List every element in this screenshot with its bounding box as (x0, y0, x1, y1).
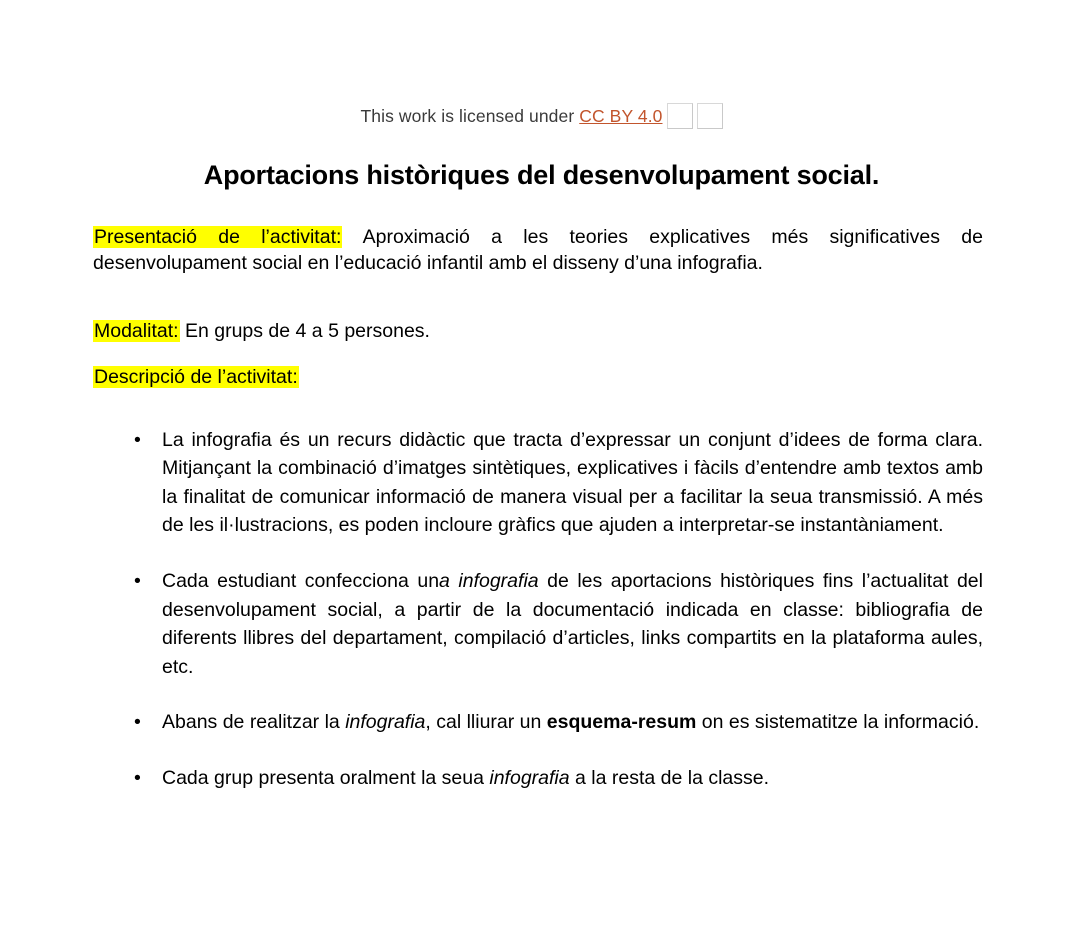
modalitat-text: En grups de 4 a 5 persones. (179, 319, 430, 342)
list-item-text: Cada estudiant confecciona un (162, 569, 440, 592)
presentacio-text: Aproximació a les teories explicatives més significatives de desenvolupament social en l’educació infantil amb el disseny d’una infografia. (93, 226, 983, 274)
list-item-text: a la resta de la classe. (569, 766, 770, 789)
bullet-point-icon: • (134, 711, 141, 734)
license-badge-group (667, 103, 723, 129)
modalitat-label: Modalitat: (94, 319, 179, 342)
cc-logo-badge (667, 103, 693, 129)
section-presentacio (93, 225, 983, 277)
bullet-point-icon: • (134, 569, 141, 592)
descripcio-label: Descripció de l’activitat: (94, 365, 298, 388)
strong-text: esquema-resum (546, 711, 697, 734)
list-item-text: on es sistematitze la informació. (696, 711, 980, 734)
spacer-descripcio (93, 345, 983, 365)
page-title: Aportacions històriques del desenvolupament social. (203, 160, 880, 191)
bullet-point-icon: • (134, 766, 141, 789)
bullet-point-icon: • (134, 428, 141, 451)
list-item-text: Abans de realitzar la (162, 711, 346, 734)
list-item (93, 764, 983, 793)
section-modalitat (93, 319, 983, 345)
license-statement (361, 108, 663, 126)
document-body (93, 225, 983, 792)
list-item-text: La infografia és un recurs didàctic que tracta d’expressar un conjunt d’idees de forma clara. Mitjançant la combinació d’imatges sintètiques, explicatives i fàcils d’entendre amb textos amb la finalitat de comunicar informació de manera visual per a facilitar la seua transmissió. A més de les il·lustracions, es poden incloure gràfics que ajuden a interpretar-se instantàniament. (162, 428, 983, 537)
emphasis-text: a infografia (439, 569, 539, 592)
license-prefix-text: This work is licensed under (360, 106, 580, 126)
emphasis-text: infografia (345, 711, 426, 734)
spacer-modalitat (93, 277, 983, 319)
emphasis-text: infografia (489, 766, 570, 789)
cc-by-license-link[interactable]: CC BY 4.0 (579, 106, 663, 126)
list-item-text: , cal lliurar un (425, 711, 547, 734)
list-item-text: de les aportacions històriques fins l’actualitat del desenvolupament social, a partir de la documentació indicada en classe: bibliografia de diferents llibres del departament, compilació d’articles, links compartits en la plataforma aules, etc. (162, 569, 983, 678)
by-attribution-badge (697, 103, 723, 129)
list-item (93, 426, 983, 540)
activity-description-list (93, 426, 983, 793)
list-item-text: Cada grup presenta oralment la seua (162, 766, 490, 789)
license-banner (0, 108, 1083, 134)
section-descripcio (93, 365, 983, 391)
list-item (93, 708, 983, 737)
presentacio-label: Presentació de l’activitat: (94, 226, 342, 248)
list-item (93, 567, 983, 681)
